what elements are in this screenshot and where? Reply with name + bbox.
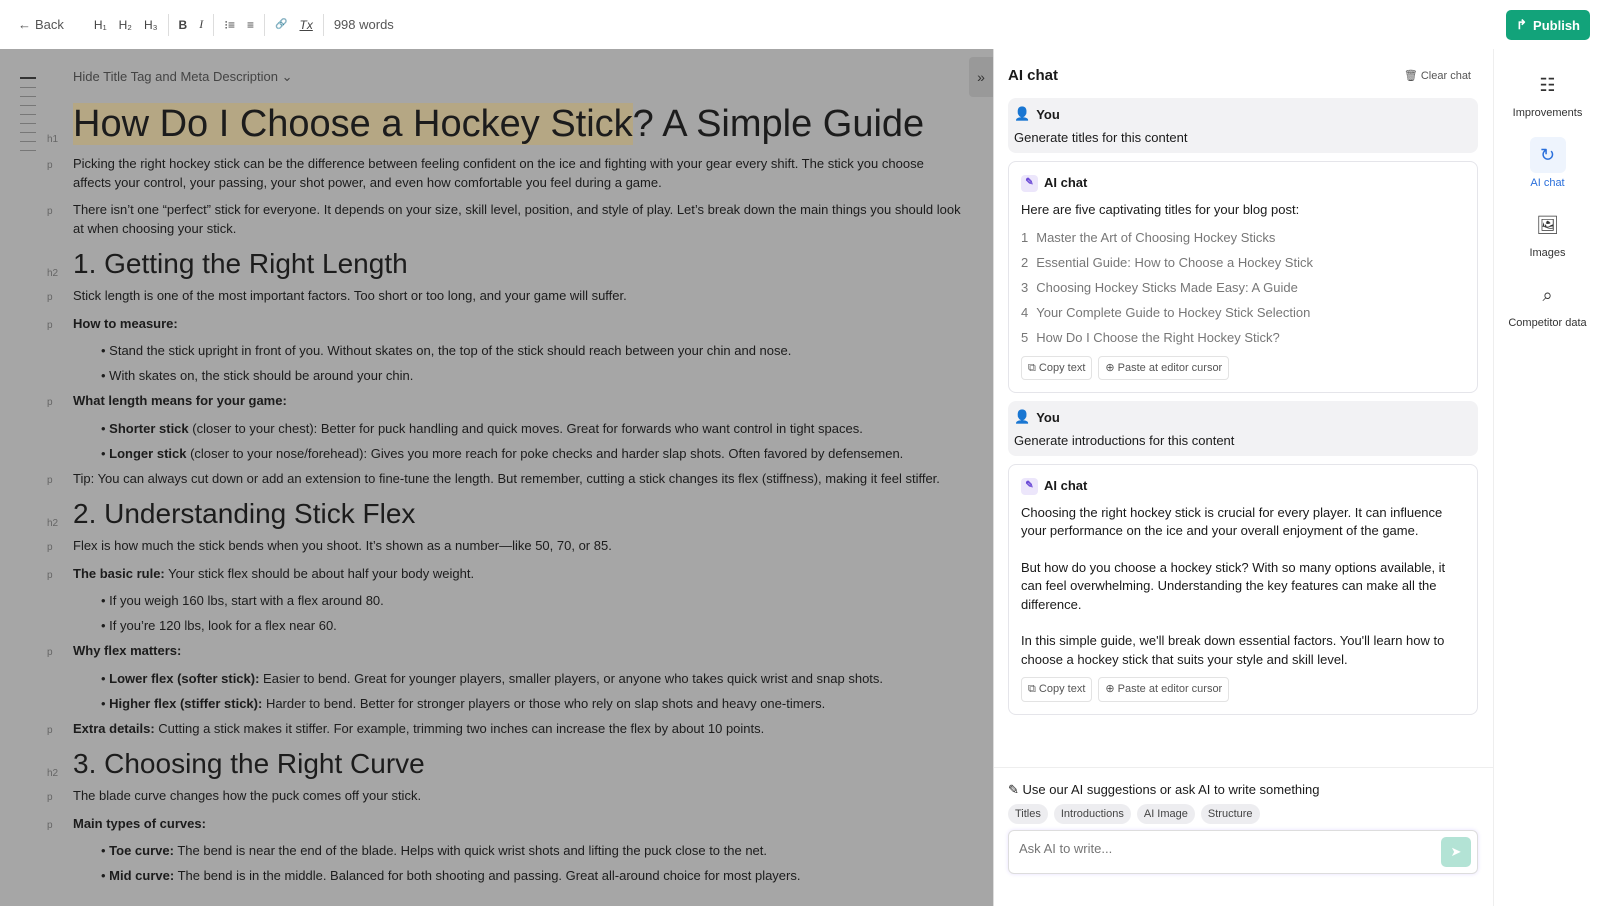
block-text: Cutting a stick makes it stiffer. For example, trimming two inches can increase the flex by about 10 points. [154,720,765,736]
clear-label: Clear chat [1420,70,1471,82]
rail-label: Competitor data [1508,317,1587,329]
chevron-down-icon: ⌄ [281,69,293,84]
h2-button[interactable]: H₂ [118,17,132,32]
italic-button[interactable]: I [199,17,204,31]
chat-composer [994,767,1494,888]
search-icon: ⌕ [1542,284,1553,305]
block-tag: p [47,724,53,736]
link-button[interactable]: 🔗 [275,19,288,30]
message-paragraph: Choosing the right hockey stick is crucial for every player. It can influence your performance on the ice and your overall enjoyment of the game. [1021,504,1443,538]
ai-message [1008,464,1478,715]
ai-chat-panel [993,49,1493,906]
list-item[interactable] [101,670,963,689]
block-text: Picking the right hockey stick can be the difference between feeling confident on the ice and fighting with your gear every shift. The stick you choose affects your control, your passing, your shot power, and even how comfortable you feel during a game. [73,156,924,190]
paragraph-block[interactable] [47,470,963,489]
block-tag: h1 [47,134,59,145]
block-text: (closer to your chest): Better for puck handling and quick moves. Great for forwards who want control in tight spaces. [188,420,863,436]
list-item[interactable] [101,445,963,464]
share-arrow-icon: ↱ [1516,17,1528,32]
message-paragraph: But how do you choose a hockey stick? With so many options available, it can feel overwhelming. Understanding the key features can make all the difference. [1021,559,1446,612]
list-item[interactable] [101,867,963,886]
block-text: The blade curve changes how the puck comes off your stick. [73,788,422,803]
list-item[interactable] [101,420,963,439]
list-item[interactable] [101,592,963,611]
sender-label: You [1036,106,1060,122]
h3-button[interactable]: H₃ [143,17,158,32]
divider [168,14,169,36]
rail-item-images[interactable] [1494,207,1600,259]
divider [213,14,214,36]
toolbar [0,0,1600,49]
block-tag: p [47,542,53,553]
list-item[interactable] [101,695,963,714]
sender-label: AI chat [1044,478,1088,493]
title-text: Essential Guide: How to Choose a Hockey Stick [1036,255,1313,270]
clear-format-button[interactable]: Tx [299,17,313,32]
paragraph-block[interactable] [47,565,963,584]
user-message [1008,98,1478,153]
divider [323,14,324,36]
bold-text: Main types of curves: [73,815,206,831]
suggestion-chip[interactable]: Titles [1008,804,1048,824]
block-tag: p [47,397,53,408]
block-tag: h2 [47,768,59,779]
block-tag: h2 [47,268,59,279]
block-tag: p [47,160,53,171]
title-suggestion [1021,229,1465,248]
suggestion-chip[interactable]: Introductions [1054,804,1131,824]
heading-block[interactable] [47,747,963,781]
editor[interactable] [0,49,993,906]
paragraph-block[interactable] [47,642,963,661]
block-text: The bend is in the middle. Balanced for both shooting and passing. Great all-around choice for most players. [174,868,801,883]
list-number: 1 [1021,230,1029,245]
user-message [1008,401,1478,456]
block-text: Flex is how much the stick bends when you shoot. It’s shown as a number—like 50, 70, or 85. [73,538,612,553]
block-text: Harder to bend. Better for stronger players or those who rely on slap shots and heavy one-timers. [262,695,826,711]
message-text: Generate titles for this content [1014,130,1188,145]
h1-button[interactable]: H₁ [93,17,107,32]
user-icon: 👤 [1014,106,1031,121]
ai-wand-icon: ✎ [1021,175,1038,192]
paragraph-block[interactable] [47,815,963,834]
heading-block[interactable] [47,247,963,281]
composer-hint: Use our AI suggestions or ask AI to write something [1022,782,1320,797]
paragraph-block[interactable] [47,787,963,806]
rail-item-improvements[interactable] [1494,67,1600,119]
block-text: If you’re 120 lbs, look for a flex near 60. [109,618,337,633]
meta-toggle-label: Hide Title Tag and Meta Description [73,69,278,84]
collapse-panel-button[interactable]: » [969,57,993,97]
block-tag: p [47,292,53,303]
bold-button[interactable]: B [178,17,188,32]
list-number: 4 [1021,305,1029,320]
bold-text: Toe curve: [109,843,174,858]
block-text: Stand the stick upright in front of you. Without skates on, the top of the stick should reach between your chin and nose. [109,343,792,358]
document[interactable] [47,101,963,892]
ai-message [1008,161,1478,393]
title-suggestion [1021,279,1465,298]
title-suggestion [1021,254,1465,273]
rail-label: AI chat [1530,177,1565,189]
paragraph-block[interactable] [47,201,963,238]
bold-text: Mid curve: [109,868,175,883]
block-text: Tip: You can always cut down or add an extension to fine-tune the length. But remember, cutting a stick changes its flex (stiffness), making it feel stiffer. [73,470,940,486]
block-text: If you weigh 160 lbs, start with a flex around 80. [109,593,384,608]
suggestion-chips [1008,804,1480,824]
outline-navigator[interactable] [20,77,36,159]
block-tag: p [47,647,53,658]
paragraph-block[interactable] [47,155,963,192]
title-suggestion [1021,329,1465,348]
send-button[interactable] [1441,837,1471,867]
sender-label: AI chat [1044,175,1088,190]
copy-text-button[interactable]: ⧉ Copy text [1021,356,1092,381]
block-tag: p [47,206,53,217]
list-item[interactable] [101,342,963,361]
copy-text-button[interactable]: ⧉ Copy text [1021,677,1092,702]
ai-wand-icon: ✎ [1008,782,1019,797]
list-item[interactable] [101,842,963,861]
right-rail [1493,49,1600,906]
paste-at-cursor-button[interactable]: ⊕ Paste at editor cursor [1098,677,1229,702]
block-text: Easier to bend. Great for younger players, smaller players, or anyone who takes quick wrist and snap shots. [259,670,884,686]
paragraph-block[interactable] [47,287,963,306]
bullet-list-button[interactable]: ≡ [247,17,255,32]
user-icon: 👤 [1014,409,1031,424]
block-tag: p [47,474,53,486]
bold-text: Why flex matters: [73,643,182,658]
message-paragraph: In this simple guide, we'll break down essential factors. You'll learn how to choose a hockey stick that suits your style and skill level. [1021,633,1445,667]
block-text: Stick length is one of the most important factors. Too short or too long, and your game will suffer. [73,288,627,303]
block-tag: h2 [47,518,59,529]
suggestion-chip[interactable]: Structure [1201,804,1260,824]
block-tag: p [47,319,53,331]
block-tag: p [47,792,53,803]
chat-icon: ↻ [1530,137,1566,173]
block-text: 3. Choosing the Right Curve [73,748,425,779]
sender-label: You [1036,409,1060,425]
block-tag: p [47,569,53,581]
publish-button[interactable] [1506,10,1590,40]
trash-icon: 🗑 [1403,70,1418,82]
paste-at-cursor-button[interactable]: ⊕ Paste at editor cursor [1098,356,1229,381]
chat-input[interactable] [1009,831,1409,866]
rail-label: Images [1529,247,1566,259]
rail-item-ai-chat[interactable] [1494,137,1600,189]
list-number: 2 [1021,255,1029,270]
back-button[interactable] [18,17,64,32]
rail-label: Improvements [1512,107,1583,119]
block-text: (closer to your nose/forehead): Gives you more reach for poke checks and harder slap shots. Often favored by defensemen. [186,445,904,461]
block-text: There isn’t one “perfect” stick for everyone. It depends on your size, skill level, position, and style of play. Let’s break down the main things you should look at when choosing your stick. [73,202,961,236]
bold-text: How to measure: [73,315,178,331]
chat-title: AI chat [1008,67,1059,84]
checklist-icon: ☷ [1539,74,1556,95]
divider [264,14,265,36]
heading-block[interactable] [47,497,963,531]
title-text: Your Complete Guide to Hockey Stick Selection [1036,305,1311,320]
image-icon: 🖼 [1536,214,1559,235]
block-tag: p [47,819,53,831]
chat-input-box[interactable] [1008,830,1478,874]
bold-text: The basic rule: [73,565,165,581]
title-list [1021,229,1465,348]
document-title[interactable] [47,101,963,147]
rail-item-competitor-data[interactable] [1494,277,1600,329]
title-text: Master the Art of Choosing Hockey Sticks [1036,230,1276,245]
ordered-list-button[interactable]: ⁝≡ [224,17,236,32]
block-text: Your stick flex should be about half your body weight. [164,565,475,581]
title-highlight: How Do I Choose a Hockey Stick [73,103,633,145]
title-text: How Do I Choose the Right Hockey Stick? [1036,330,1280,345]
list-number: 5 [1021,330,1029,345]
bold-text: What length means for your game: [73,393,287,408]
paragraph-block[interactable] [47,720,963,739]
list-number: 3 [1021,280,1029,295]
arrow-left-icon: ← [18,17,31,32]
paragraph-block[interactable] [47,315,963,334]
title-rest: ? A Simple Guide [632,103,925,145]
clear-chat-button[interactable] [1404,69,1471,82]
publish-label: Publish [1533,17,1580,33]
list-item[interactable] [101,617,963,636]
paragraph-block[interactable] [47,392,963,411]
suggestion-chip[interactable]: AI Image [1137,804,1195,824]
list-item[interactable] [101,367,963,386]
bold-text: Extra details: [73,720,155,736]
block-text: 2. Understanding Stick Flex [73,498,416,529]
message-text: Here are five captivating titles for your blog post: [1021,201,1300,217]
word-count: 998 words [333,17,394,32]
bold-text: Longer stick [109,445,187,461]
bold-text: Lower flex (softer stick): [109,670,260,686]
bold-text: Higher flex (stiffer stick): [109,695,263,711]
block-text: With skates on, the stick should be around your chin. [109,368,414,383]
title-suggestion [1021,304,1465,323]
bold-text: Shorter stick [109,420,189,436]
message-text: Generate introductions for this content [1014,433,1235,448]
title-text: Choosing Hockey Sticks Made Easy: A Guide [1036,280,1298,295]
block-text: 1. Getting the Right Length [73,248,408,279]
meta-toggle[interactable] [73,69,293,85]
ai-wand-icon: ✎ [1021,478,1038,495]
block-text: The bend is near the end of the blade. Helps with quick wrist shots and lifting the puck close to the net. [173,843,768,858]
back-label: Back [35,17,64,32]
send-icon: ➤ [1450,844,1462,859]
paragraph-block[interactable] [47,537,963,556]
